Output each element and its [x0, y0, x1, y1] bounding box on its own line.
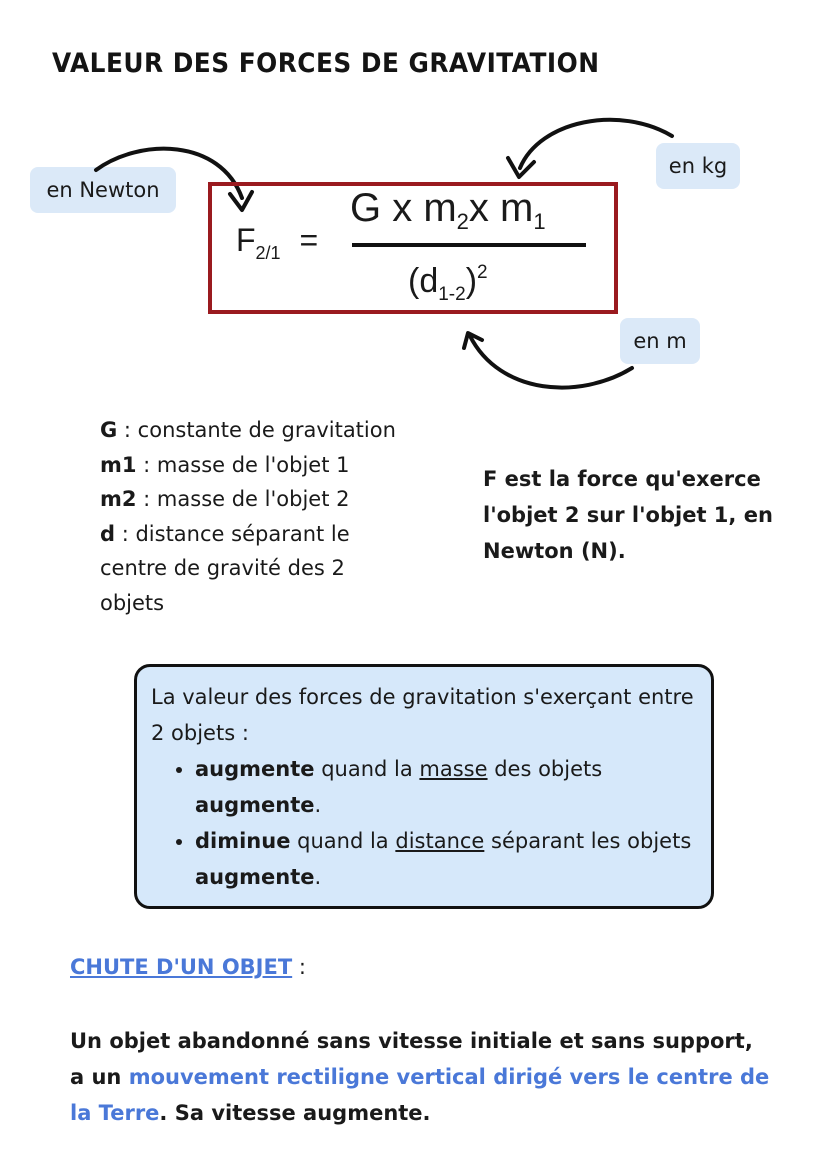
def-term: m1	[100, 452, 137, 477]
rule-bold: diminue	[195, 829, 291, 853]
rule-text: quand la	[314, 757, 420, 781]
formula-force-symbol: F	[236, 222, 256, 258]
paragraph-text-end: . Sa vitesse augmente.	[159, 1101, 431, 1125]
rule-intro: La valeur des forces de gravitation s'exerçant entre 2 objets :	[151, 685, 694, 745]
arrow-to-distance-icon	[470, 336, 632, 388]
unit-tag-m: en m	[620, 318, 700, 364]
formula-num-part2: x m	[468, 186, 534, 230]
formula-den-exp: 2	[477, 262, 488, 283]
section-heading	[70, 955, 306, 979]
def-term: m2	[100, 487, 137, 511]
paragraph-text: Un objet abandonné sans vitesse initiale et sans support, a un	[70, 1029, 753, 1089]
rule-text: .	[314, 793, 322, 817]
formula-num-sub1: 1	[533, 209, 546, 234]
formula-lhs	[236, 222, 318, 264]
definition-m2	[100, 482, 430, 517]
formula-denominator	[408, 262, 488, 306]
fraction-bar	[352, 243, 586, 247]
definition-g	[100, 413, 430, 448]
def-text: : masse de l'objet 2	[136, 487, 350, 511]
formula-den-sub: 1-2	[438, 284, 466, 305]
formula-den-close: )	[465, 262, 478, 300]
section-colon: :	[292, 955, 306, 979]
formula-den-open: (d	[408, 262, 439, 300]
arrow-to-mass-icon	[520, 120, 672, 168]
formula-force-subscript: 2/1	[255, 243, 281, 263]
formula-num-sub2: 2	[456, 209, 469, 234]
unit-tag-newton: en Newton	[30, 167, 176, 213]
fall-paragraph	[70, 1023, 770, 1131]
rule-bold: augmente	[195, 793, 315, 817]
rule-item-mass	[195, 751, 697, 823]
formula-num-part1: G x m	[350, 186, 457, 230]
definitions-list	[100, 413, 430, 620]
rule-text: quand la	[290, 829, 396, 853]
def-text: : masse de l'objet 1	[136, 452, 350, 477]
rule-bold: augmente	[195, 757, 315, 781]
definition-d	[100, 517, 375, 621]
paragraph-highlight: mouvement rectiligne vertical dirigé vers le centre de la Terre	[70, 1065, 770, 1125]
rule-text: des objets	[487, 757, 603, 781]
rule-box	[134, 664, 714, 909]
definition-m1	[100, 448, 430, 483]
def-text: : constante de gravitation	[117, 418, 396, 442]
unit-tag-kg: en kg	[656, 143, 740, 189]
rule-text: séparant les objets	[484, 829, 692, 853]
page-title: VALEUR DES FORCES DE GRAVITATION	[52, 48, 600, 79]
section-title-link[interactable]: CHUTE D'UN OBJET	[70, 955, 293, 979]
def-text: : distance séparant le centre de gravité des 2 objets	[100, 521, 350, 615]
def-term: d	[100, 521, 116, 546]
formula-numerator	[350, 186, 546, 235]
rule-bold: augmente	[195, 865, 315, 889]
def-term: G	[100, 418, 118, 442]
rule-underlined: distance	[395, 829, 485, 853]
rule-list	[151, 751, 697, 895]
formula-equals: =	[299, 222, 319, 258]
rule-item-distance	[195, 823, 697, 895]
force-note: F est la force qu'exerce l'objet 2 sur l'objet 1, en Newton (N).	[483, 467, 773, 563]
rule-underlined: masse	[419, 757, 488, 781]
rule-text: .	[314, 865, 322, 889]
